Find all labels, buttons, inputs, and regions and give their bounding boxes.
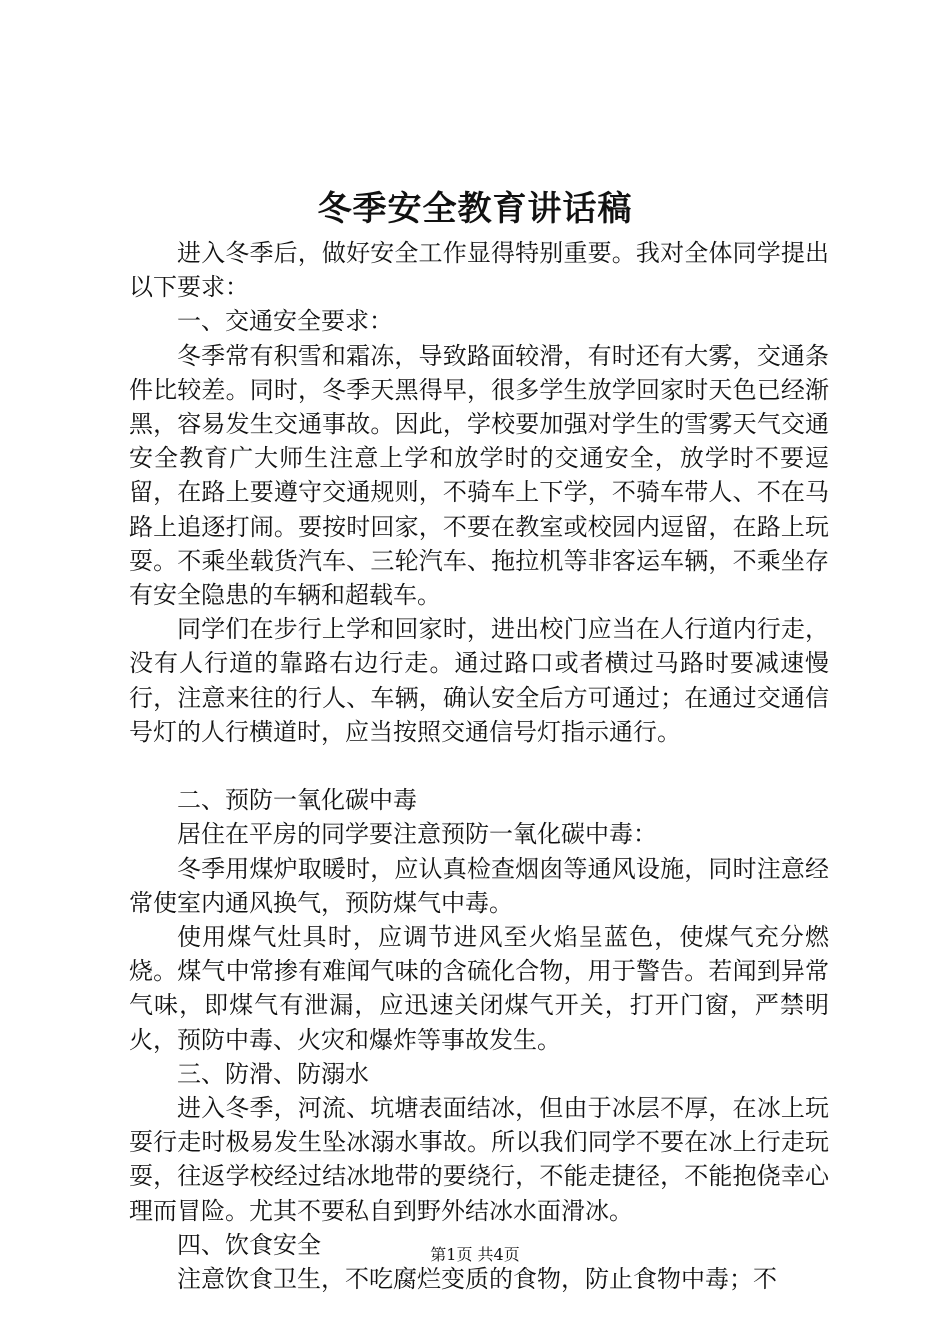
document-title: 冬季安全教育讲话稿 xyxy=(317,189,633,229)
food-paragraph: 注意饮食卫生，不吃腐烂变质的食物，防止食物中毒；不 xyxy=(177,1265,777,1294)
intro-paragraph: 进入冬季后，做好安全工作显得特别重要。我对全体同学提出以下要求： xyxy=(129,239,829,302)
section-heading-ice: 三、防滑、防溺水 xyxy=(177,1059,369,1088)
paragraph-spacer xyxy=(129,749,829,783)
page-number-footer: 第1页 共4页 xyxy=(430,1245,520,1264)
document-body xyxy=(129,236,829,1296)
ice-paragraph: 进入冬季，河流、坑塘表面结冰，但由于冰层不厚，在冰上玩耍行走时极易发生坠冰溺水事故。所以我们同学不要在冰上行走玩耍，往返学校经过结冰地带的要绕行，不能走捷径，不能抱侥幸心理而冒险。尤其不要私自到野外结冰水面滑冰。 xyxy=(129,1094,829,1225)
section-heading-traffic: 一、交通安全要求： xyxy=(177,307,393,336)
traffic-paragraph-1: 冬季常有积雪和霜冻，导致路面较滑，有时还有大雾，交通条件比较差。同时，冬季天黑得早，很多学生放学回家时天色已经渐黑，容易发生交通事故。因此，学校要加强对学生的雪雾天气交通安全教育广大师生注意上学和放学时的交通安全，放学时不要逗留，在路上要遵守交通规则，不骑车上下学，不骑车带人、不在马路上追逐打闹。要按时回家，不要在教室或校园内逗留，在路上玩耍。不乘坐载货汽车、三轮汽车、拖拉机等非客运车辆，不乘坐存有安全隐患的车辆和超载车。 xyxy=(129,341,829,610)
section-heading-co-poisoning: 二、预防一氧化碳中毒 xyxy=(177,786,417,815)
traffic-paragraph-2: 同学们在步行上学和回家时，进出校门应当在人行道内行走，没有人行道的靠路右边行走。通过路口或者横过马路时要减速慢行，注意来往的行人、车辆，确认安全后方可通过；在通过交通信号灯的人行横道时，应当按照交通信号灯指示通行。 xyxy=(129,615,829,746)
section-heading-food: 四、饮食安全 xyxy=(177,1230,321,1259)
co-paragraph-2: 冬季用煤炉取暖时，应认真检查烟囱等通风设施，同时注意经常使室内通风换气，预防煤气中毒。 xyxy=(129,854,829,917)
co-paragraph-3: 使用煤气灶具时，应调节进风至火焰呈蓝色，使煤气充分燃烧。煤气中常掺有难闻气味的含硫化合物，用于警告。若闻到异常气味，即煤气有泄漏，应迅速关闭煤气开关，打开门窗，严禁明火，预防中毒、火灾和爆炸等事故发生。 xyxy=(129,923,829,1054)
co-paragraph-1: 居住在平房的同学要注意预防一氧化碳中毒： xyxy=(177,820,657,849)
